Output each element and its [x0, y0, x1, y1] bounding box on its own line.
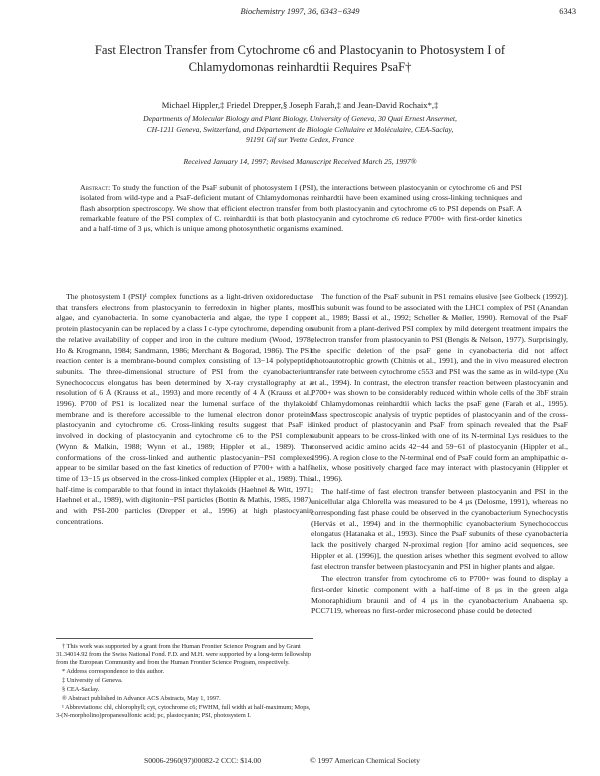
- footnote: † This work was supported by a grant from the Human Frontier Science Program and by Grant 31.34014.92 from the Swiss National Fond. F.D. and M.H. were supported by a long-term fellowship from the European Community and from the Human Frontier Science Program, respectively.: [56, 643, 312, 666]
- author-list: Michael Hippler,‡ Friedel Drepper,§ Joseph Farah,‡ and Jean-David Rochaix*,‡: [161, 100, 439, 110]
- footnotes: [56, 638, 313, 721]
- affiliation-line-1: Departments of Molecular Biology and Plant Biology, University of Geneva, 30 Quai Ernest Ansermet,: [143, 114, 457, 123]
- journal-citation: Biochemistry 1997, 36, 6343−6349: [240, 7, 360, 16]
- body-paragraph: The function of the PsaF subunit in PS1 remains elusive [see Golbeck (1992)]. This subunit was found to be associated with the LHC1 complex of PSI (Anandan et al., 1989; Bassi et al., 1992; Scheller & Møller, 1990). Removal of the PsaF subunit from a plant-derived PSI complex by mild detergent treatment impairs the electron transfer from plastocyanin to PSI (Bengis & Nelson, 1977). Surprisingly, the specific deletion of the psaF gene in cyanobacteria did not affect photoautotrophic growth (Chitnis et al., 1991), and the in vivo measured electron transfer rate between cytochrome c553 and PSI was the same as in wild-type (Xu et al., 1994). In contrast, the electron transfer reaction between plastocyanin and P700+ was shown to be considerably reduced within whole cells of the 3bF strain of Chlamydomonas reinhardtii which lacks the psaF gene (Farah et al., 1995). Mass spectroscopic analysis of tryptic peptides of plastocyanin and of the cross-linked product of plastocyanin and PsaF from spinach revealed that the PsaF subunit appears to be cross-linked with one of its N-terminal Lys residues to the conserved acidic amino acids 42−44 and 59−61 of plastocyanin (Hippler et al., 1996). A region close to the N-terminal end of PsaF could form an amphipathic α-helix, whose positively charged face may interact with plastocyanin (Hippler et al., 1996).: [311, 292, 568, 483]
- footnote: § CEA-Saclay.: [62, 686, 100, 693]
- affiliation-line-3: 91191 Gif sur Yvette Cedex, France: [246, 135, 354, 144]
- abstract-text: To study the function of the PsaF subunit of photosystem I (PSI), the interactions between plastocyanin or cytochrome c6 and PSI isolated from wild-type and a PsaF-deficient mutant of Chlamydomonas reinhardtii have been examined using cross-linking techniques and flash absorption spectroscopy. We show that efficient electron transfer from both plastocyanin and cytochrome c6 to PSI depends on PsaF. A remarkable feature of the PSI complex of C. reinhardtii is that both plastocyanin and cytochrome c6 reduce P700+ with first-order kinetics and a half-time of 3 μs, which is unique among photosynthetic organisms examined.: [80, 183, 522, 234]
- body-paragraph: The electron transfer from cytochrome c6 to P700+ was found to display a first-order kinetic component with a half-time of 8 μs in the green alga Monoraphidium braunii and of 4 μs in the cyanobacterium Anabaena sp. PCC7119, whereas no first-order microsecond phase could be detected: [311, 574, 568, 616]
- footnote: ® Abstract published in Advance ACS Abstracts, May 1, 1997.: [62, 695, 221, 702]
- title-line-1: Fast Electron Transfer from Cytochrome c6 and Plastocyanin to Photosystem I of: [94, 43, 506, 57]
- running-header: [0, 7, 600, 21]
- article-title: [40, 42, 560, 76]
- right-column: [311, 292, 568, 619]
- issn-code: S0006-2960(97)00082-2 CCC: $14.00: [144, 756, 262, 765]
- affiliation-line-2: CH-1211 Geneva, Switzerland, and Département de Biologie Cellulaire et Moléculaire, CEA-Saclay,: [146, 124, 454, 134]
- body-paragraph: The half-time of fast electron transfer between plastocyanin and PSI in the unicellular alga Chlorella was measured to be 4 μs (Delosme, 1991), whereas no corresponding fast phase could be observed in the cyanobacterium Synechocystis (Hervás et al., 1994) and in the thermophilic cyanobacterium Synechococcus elongatus (Hatanaka et al., 1993). Since the PsaF subunits of these cyanobacteria lack the positively charged N-proximal region [for amino acid sequences, see Hippler et al. (1996)], the question arises whether this segment evolved to allow fast electron transfer between plastocyanin and PSI in higher plants and algae.: [311, 486, 568, 571]
- copyright: © 1997 American Chemical Society: [310, 756, 420, 765]
- page-number: 6343: [559, 7, 576, 16]
- title-line-2: Chlamydomonas reinhardtii Requires PsaF†: [188, 60, 412, 74]
- footnote: ¹ Abbreviations: chl, chlorophyll; cyt, cytochrome c6; FWHM, full width at half-maximum; Mops, 3-(N-morpholino)propanesulfonic acid; pc, plastocyanin; PSI, photosystem I.: [56, 704, 311, 719]
- received-dates: Received January 14, 1997; Revised Manuscript Received March 25, 1997®: [183, 157, 417, 166]
- abstract: [80, 183, 522, 234]
- affiliations: [40, 114, 560, 146]
- left-column: [56, 292, 313, 529]
- abstract-label: Abstract:: [80, 183, 111, 192]
- body-paragraph: The photosystem I (PSI)¹ complex functions as a light-driven oxidoreductase that transfers electrons from plastocyanin to ferredoxin in higher plants, most algae, and cyanobacteria. In some cyanobacteria and algae, the type I copper protein plastocyanin can be replaced by a class I c-type cytochrome, depending on the relative availability of copper and iron in the culture medium (Wood, 1978; Ho & Krogmann, 1984; Sandmann, 1986; Merchant & Bogorad, 1986). The PS1 reaction center is a membrane-bound complex consisting of 13−14 polypeptide subunits. The three-dimensional structure of PSI from the cyanobacterium Synechococcus elongatus has been determined by X-ray crystallography at a resolution of 6 Å (Krauss et al., 1993) and more recently of 4 Å (Krauss et al., 1996). P700 of PS1 is localized near the lumenal surface of the thylakoid membrane and is therefore accessible to the lumenal electron donor proteins plastocyanin and cytochrome c6. Cross-linking results suggest that PsaF is involved in docking of plastocyanin and cytochrome c6 to the PSI complex (Wynn & Malkin, 1988; Wynn et al., 1989; Hippler et al., 1989). The conformations of the cross-linked and authentic plastocyanin−PSI complexes appear to be similar based on the fast kinetics of reduction of P700+ with a half-time of 13−15 μs observed in the cross-linked complex (Hippler et al., 1989). This half-time is comparable to that found in intact thylakoids (Haehnel & Witt, 1971; Haehnel et al., 1989), with digitonin−PSI particles (Bottin & Mathis, 1985, 1987), and with PSI-200 particles (Drepper et al., 1996) at high plastocyanin concentrations.: [56, 292, 314, 526]
- footnote: * Address correspondence to this author.: [62, 668, 165, 675]
- footnote: ‡ University of Geneva.: [62, 677, 123, 684]
